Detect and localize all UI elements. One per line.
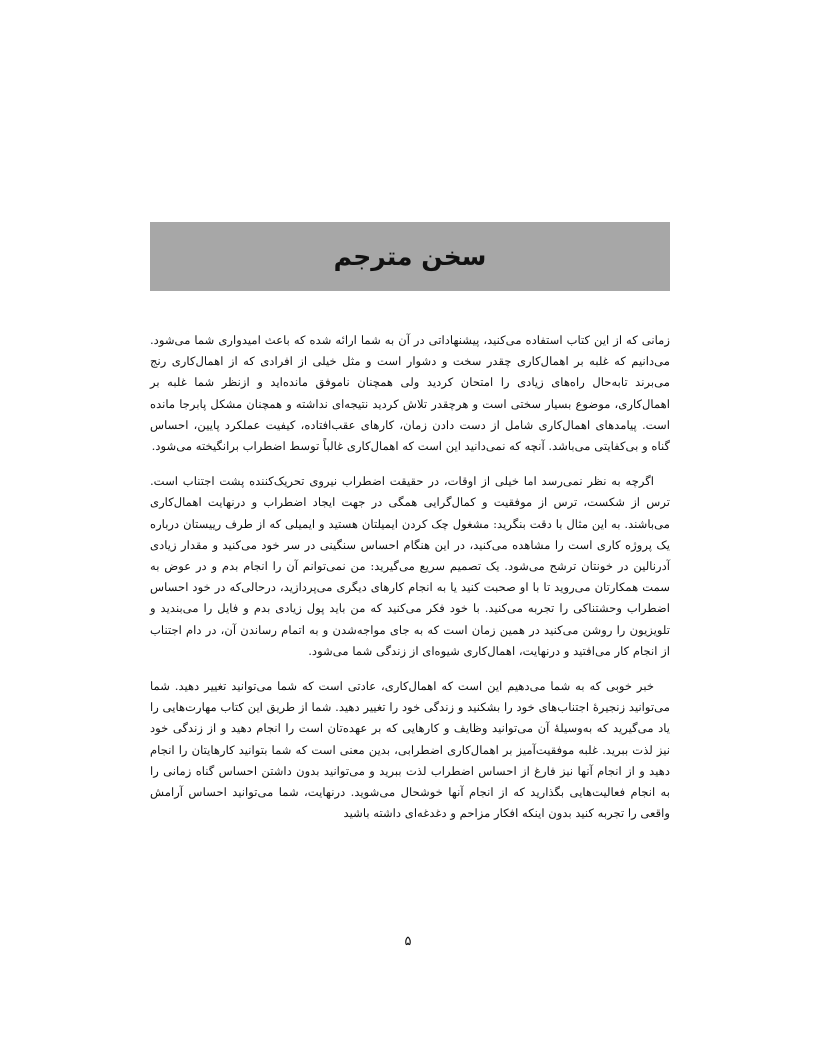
body-text <box>150 330 670 838</box>
page-number: ۵ <box>404 934 412 949</box>
chapter-title-box <box>150 222 670 291</box>
paragraph-1: زمانی که از این کتاب استفاده می‌کنید، پیشنهاداتی در آن به شما ارائه شده که باعث امیدواری شما می‌شود. می‌دانیم که غلبه بر اهمال‌کاری چقدر سخت و دشوار است و مثل خیلی از افرادی که از اهمال‌کاری رنج می‌برند تابه‌حال راه‌های زیادی را امتحان کردید ولی همچنان ناموفق مانده‌اید و ازنظر شما غلبه بر اهمال‌کاری، موضوع بسیار سختی است و هرچقدر تلاش کردید نتیجه‌ای نداشته و همچنان مشکل پابرجا مانده است. پیامدهای اهمال‌کاری شامل از دست دادن زمان، کارهای عقب‌افتاده، کیفیت عملکرد پایین، احساس گناه و بی‌کفایتی می‌باشد. آنچه که نمی‌دانید این است که اهمال‌کاری غالباً توسط اضطراب برانگیخته می‌شود. <box>150 333 670 454</box>
chapter-title: سخن مترجم <box>333 242 487 271</box>
paragraph-3: خبر خوبی که به شما می‌دهیم این است که اهمال‌کاری، عادتی است که شما می‌توانید تغییر دهید. شما می‌توانید زنجیرهٔ اجتناب‌های خود را بشکنید و زندگی خود را تغییر دهید. شما از طریق این کتاب مهارت‌هایی را یاد می‌گیرید که به‌وسیلهٔ آن می‌توانید وظایف و کارهایی که بر عهده‌تان است را انجام دهید و از زندگی خود نیز لذت ببرید. غلبه موفقیت‌آمیز بر اهمال‌کاری اضطرابی، بدین معنی است که شما بتوانید کارهایتان را انجام دهید و از انجام آنها نیز فارغ از احساس اضطراب لذت ببرید و می‌توانید بدون داشتن احساس گناه زمانی را به انجام فعالیت‌هایی بگذارید که از انجام آنها خوشحال می‌شوید. درنهایت، شما می‌توانید احساس آرامش واقعی را تجربه کنید بدون اینکه افکار مزاحم و دغدغه‌ای داشته باشید <box>150 679 670 821</box>
paragraph-2: اگرچه به نظر نمی‌رسد اما خیلی از اوقات، در حقیقت اضطراب نیروی تحریک‌کننده پشت اجتناب است. ترس از شکست، ترس از موفقیت و کمال‌گرایی همگی در جهت ایجاد اضطراب و درنهایت اهمال‌کاری می‌باشند. به این مثال با دقت بنگرید: مشغول چک کردن ایمیلتان هستید و ایمیلی که از طرف رییستان درباره یک پروژه کاری است را مشاهده می‌کنید، در این هنگام احساس سنگینی در سر خود می‌کنید و مقدار زیادی آدرنالین در خونتان ترشح می‌شود. یک تصمیم سریع می‌گیرید: من نمی‌توانم آن را انجام بدم و در عوض به سمت همکارتان می‌روید تا با او صحبت کنید یا به انجام کارهای دیگری می‌پردازید، درحالی‌که در خود احساس اضطراب وحشتناکی را تجربه می‌کنید. با خود فکر می‌کنید که من باید پول زیادی بدم و فایل را می‌بندید و تلویزیون را روشن می‌کنید در همین زمان است که به جای مواجه‌شدن و به اتمام رساندن آن، در دام اجتناب از انجام کار می‌افتید و درنهایت، اهمال‌کاری شیوه‌ای از زندگی شما می‌شود. <box>150 474 670 658</box>
